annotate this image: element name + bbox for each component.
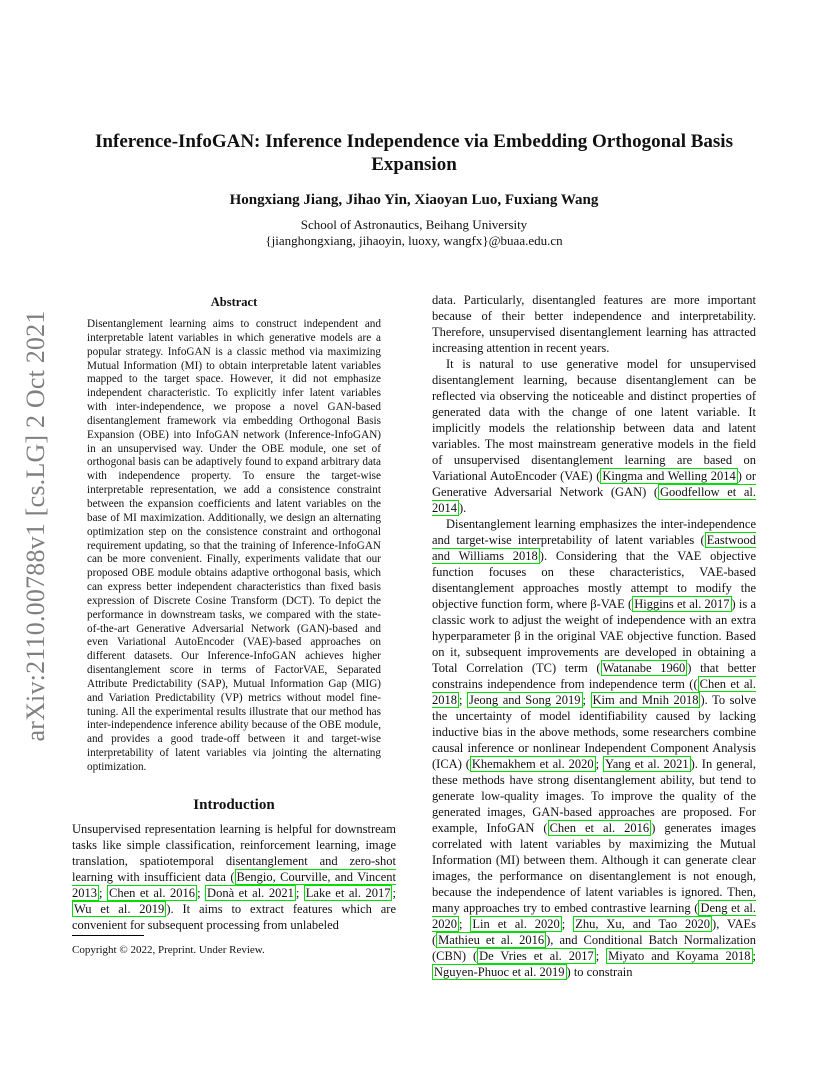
citation-link[interactable]: Chen et al. 2016 bbox=[549, 821, 650, 835]
citation-link[interactable]: Eastwood and Williams 2018 bbox=[432, 533, 756, 563]
citation-link[interactable]: Bengio, Courville, and Vincent 2013 bbox=[72, 869, 396, 900]
copyright-footnote bbox=[72, 935, 396, 956]
left-column bbox=[72, 294, 396, 933]
citation-link[interactable]: Lin et al. 2020 bbox=[472, 917, 560, 931]
body-paragraph: It is natural to use generative model for unsupervised disentanglement learning, because disentanglement can be reflected via observing the noticeable and distinct properties of generated data with the change of one latent variable. It implicitly models the relationship between data and latent variables. The most mainstream generative models in the field of unsupervised disentanglement learning are based on Variational AutoEncoder (VAE) ( Kingma and Welling 2014 ) or Generative Adversarial Network (GAN) ( Goodfellow et al. 2014 ). bbox=[432, 357, 756, 515]
footnote-rule bbox=[72, 935, 144, 936]
citation-link[interactable]: Miyato and Koyama 2018 bbox=[608, 949, 751, 963]
citation-link[interactable]: Nguyen-Phuoc et al. 2019 bbox=[434, 965, 565, 979]
citation-link[interactable]: Kim and Mnih 2018 bbox=[592, 693, 699, 707]
citation-link[interactable]: Watanabe 1960 bbox=[602, 661, 686, 675]
citation-link[interactable]: Mathieu et al. 2016 bbox=[438, 933, 545, 947]
citation-link[interactable]: Deng et al. 2020 bbox=[432, 901, 756, 931]
citation-link[interactable]: Goodfellow et al. 2014 bbox=[432, 485, 756, 515]
citation-link[interactable]: Chen et al. 2018 bbox=[432, 677, 756, 707]
citation-link[interactable]: Khemakhem et al. 2020 bbox=[471, 757, 594, 771]
citation-link[interactable]: Lake et al. 2017 bbox=[305, 885, 391, 900]
citation-link[interactable]: Zhu, Xu, and Tao 2020 bbox=[575, 917, 711, 931]
intro-paragraph: Unsupervised representation learning is helpful for downstream tasks like simple classification, reinforcement learning, image translation, spatiotemporal disentanglement and zero-shot learning with insufficient data ( Bengio, Courville, and Vincent 2013 ; Chen et al. 2016 ; Donà et al. 2021 ; Lake et al. 2017 ; Wu et al. 2019 ). It aims to extract features which are convenient for subsequent processing from unlabeled bbox=[72, 821, 396, 932]
citation-link[interactable]: De Vries et al. 2017 bbox=[479, 949, 594, 963]
introduction-heading: Introduction bbox=[193, 796, 275, 813]
citation-link[interactable]: Wu et al. 2019 bbox=[74, 901, 165, 916]
body-paragraph: data. Particularly, disentangled features are more important because of their better independence and interpretability. Therefore, unsupervised disentanglement learning has attracted increasing attention in recent years. bbox=[432, 293, 756, 355]
right-column bbox=[432, 292, 756, 980]
abstract-text: Disentanglement learning aims to construct independent and interpretable latent variables in which generative models are a popular strategy. InfoGAN is a classic method via maximizing Mutual Information (MI) to obtain interpretable latent variables mapped to the target space. However, it did not emphasize independent characteristic. To explicitly infer latent variables with inter-independence, we propose a novel GAN-based disentanglement framework via embedding Orthogonal Basis Expansion (OBE) into InfoGAN network (Inference-InfoGAN) in an unsupervised way. Under the OBE module, one set of orthogonal basis can be adaptively found to expand arbitrary data with independence property. To ensure the target-wise interpretable representation, we add a consistence constraint between the expansion coefficients and latent variables on the base of MI maximization. Additionally, we design an alternating optimization step on the consistence constraint and orthogonal requirement updating, so that the training of Inference-InfoGAN can be more convenient. Finally, experiments validate that our proposed OBE module obtains adaptive orthogonal basis, which can express better independent characteristics than fixed basis expression of Discrete Cosine Transform (DCT). To depict the performance in downstream tasks, we compared with the state-of-the-art Generative Adversarial Network (GAN)-based and even Variational AutoEncoder (VAE)-based approaches on different datasets. Our Inference-InfoGAN achieves higher disentanglement score in terms of FactorVAE, Separated Attribute Predictability (SAP), Mutual Information Gap (MIG) and Variation Predictability (VP) metrics without model fine-tuning. All the experimental results illustrate that our method has inter-independence inference ability because of the OBE module, and provides a good trade-off between it and target-wise interpretability of latent variables via jointing the alternating optimization. bbox=[87, 318, 381, 773]
arxiv-sidebar-stamp bbox=[18, 296, 54, 756]
copyright-text: Copyright © 2022, Preprint. Under Review. bbox=[72, 944, 265, 956]
body-paragraph: Disentanglement learning emphasizes the inter-independence and target-wise interpretability of latent variables ( Eastwood and Williams 2018 ). Considering that the VAE objective function focuses on these characteristics, VAE-based disentanglement approaches mostly attempt to modify the objective function form, where β-VAE ( Higgins et al. 2017 ) is a classic work to adjust the weight of independence with an extra hyperparameter β in the original VAE objective function. Based on it, subsequent improvements are developed in obtaining a Total Correlation (TC) term ( Watanabe 1960 ) that better constrains independence from independence term (( Chen et al. 2018 ; Jeong and Song 2019 ; Kim and Mnih 2018 ). To solve the uncertainty of model identifiability caused by lacking inductive bias in the above methods, some researchers combine causal inference or nonlinear Independent Component Analysis (ICA) ( Khemakhem et al. 2020 ; Yang et al. 2021 ). In general, these methods have strong disentanglement ability, but tend to generate low-quality images. To improve the quality of the generated images, GAN-based approaches are proposed. For example, InfoGAN ( Chen et al. 2016 ) generates images correlated with latent variables by maximizing the Mutual Information (MI) between them. Although it can generate clear images, the performance on disentanglement is not enough, because the independence of latent variables is ignored. Then, many approaches try to embed contrastive learning ( Deng et al. 2020 ; Lin et al. 2020 ; Zhu, Xu, and Tao 2020 ), VAEs ( Mathieu et al. 2016 ), and Conditional Batch Normalization (CBN) ( De Vries et al. 2017 ; Miyato and Koyama 2018 ; Nguyen-Phuoc et al. 2019 ) to constrain bbox=[432, 517, 757, 979]
citation-link[interactable]: Donà et al. 2021 bbox=[207, 885, 294, 900]
abstract-heading: Abstract bbox=[210, 295, 258, 309]
citation-link[interactable]: Jeong and Song 2019 bbox=[469, 693, 581, 707]
arxiv-identifier: arXiv:2110.00788v1 [cs.LG] 2 Oct 2021 bbox=[21, 310, 50, 742]
author-emails: {jianghongxiang, jihaoyin, luoxy, wangfx}@buaa.edu.cn bbox=[265, 233, 563, 248]
citation-link[interactable]: Kingma and Welling 2014 bbox=[602, 469, 736, 483]
paper-title: Inference-InfoGAN: Inference Independence via Embedding Orthogonal Basis Expansion bbox=[95, 131, 733, 175]
citation-link[interactable]: Higgins et al. 2017 bbox=[634, 597, 730, 611]
author-list: Hongxiang Jiang, Jihao Yin, Xiaoyan Luo, Fuxiang Wang bbox=[229, 192, 599, 208]
citation-link[interactable]: Chen et al. 2016 bbox=[108, 885, 196, 900]
affiliation: School of Astronautics, Beihang University bbox=[300, 217, 528, 232]
affiliation-block bbox=[72, 217, 756, 249]
citation-link[interactable]: Yang et al. 2021 bbox=[604, 757, 689, 771]
